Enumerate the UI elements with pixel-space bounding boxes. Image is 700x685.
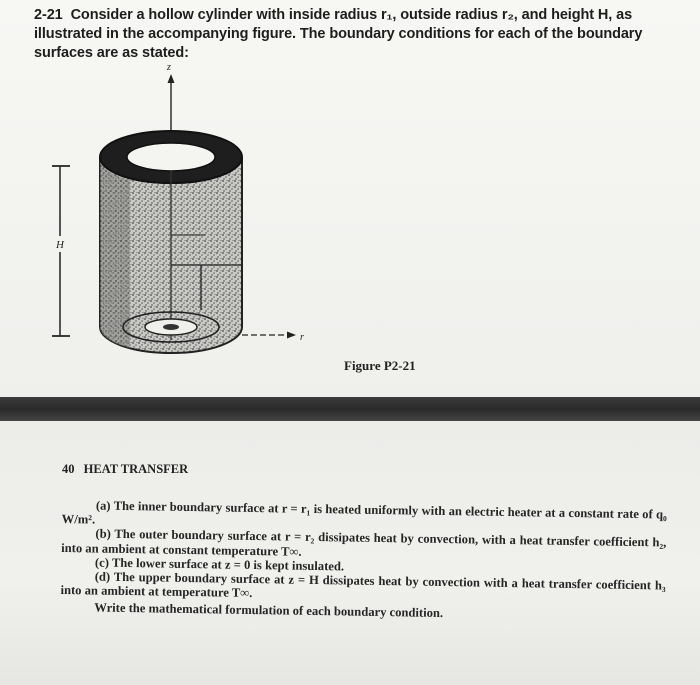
cylinder-shade-left <box>100 157 130 348</box>
z-axis-arrowhead <box>168 74 175 83</box>
r-axis-arrowhead <box>287 332 296 339</box>
page-number: 40 <box>62 462 75 476</box>
z-axis-label: z <box>167 62 171 73</box>
condition-a: (a) The inner boundary surface at r = r₁ is heated uniformly with an electric heater at a constant rate of q₀ W/m². <box>61 498 667 527</box>
condition-c: (c) The lower surface at z = 0 is kept insulated. <box>94 555 345 574</box>
cylinder-inner-hole <box>127 143 215 171</box>
r-axis-label: r <box>300 332 304 343</box>
running-title: HEAT TRANSFER <box>83 462 189 476</box>
page-header <box>62 462 188 477</box>
condition-d: (d) The upper boundary surface at z = H dissipates heat by convection with a heat transfer coefficient h₃ into an ambient at temperature T∞. <box>60 569 666 601</box>
bottom-center <box>163 324 179 330</box>
problem-text: Consider a hollow cylinder with inside radius r₁, outside radius r₂, and height H, as illustrated in the accompanying figure. The boundary conditions for each of the boundary surfaces are as stated: <box>34 7 643 61</box>
figure-caption: Figure P2-21 <box>344 358 416 373</box>
page-fold-divider <box>0 397 700 421</box>
boundary-conditions <box>60 498 667 624</box>
figure-p2-21 <box>0 50 700 395</box>
problem-number: 2-21 <box>34 7 63 23</box>
h-dimension-label: H <box>56 239 64 251</box>
instruction-text: Write the mathematical formulation of each boundary condition. <box>94 600 444 621</box>
hollow-cylinder-diagram <box>0 50 700 395</box>
condition-b: (b) The outer boundary surface at r = r₂ dissipates heat by convection, with a heat transfer coefficient h₂, into an ambient at constant temperature T∞. <box>61 526 667 559</box>
